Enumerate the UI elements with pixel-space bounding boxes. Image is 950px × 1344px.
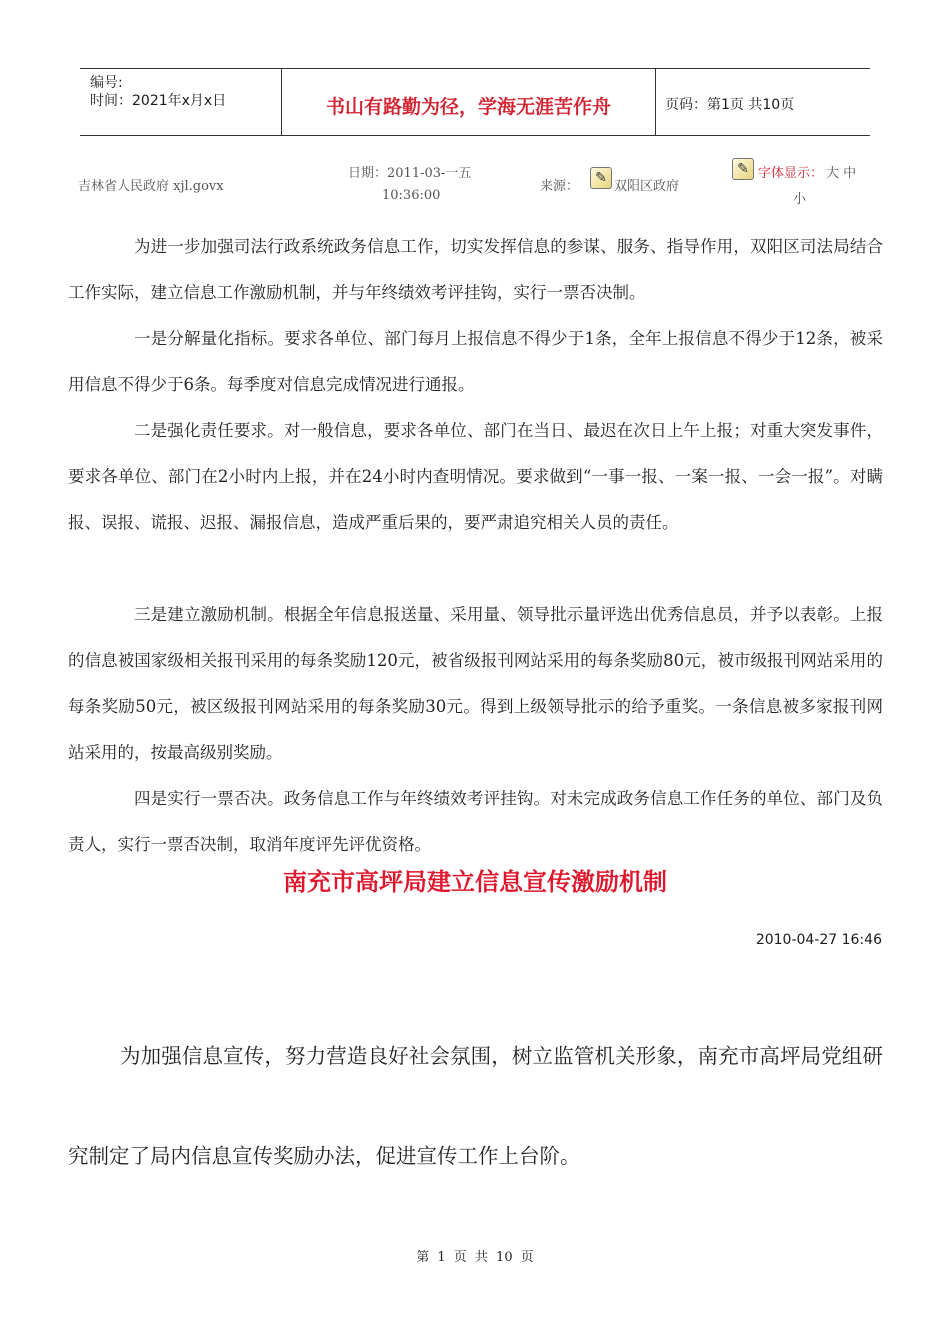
font-size-small-option[interactable]: 小 xyxy=(793,192,807,207)
header-number-label: 编号: xyxy=(90,75,123,91)
article-date: 2010-04-27 16:46 xyxy=(755,932,882,948)
article-paragraph: 四是实行一票否决。政务信息工作与年终绩效考评挂钩。对未完成政务信息工作任务的单位、部门及负责人，实行一票否决制，取消年度评先评优资格。 xyxy=(68,789,883,854)
header-time-label: 时间：2021年x月x日 xyxy=(90,93,227,109)
article-paragraph: 一是分解量化指标。要求各单位、部门每月上报信息不得少于1条，全年上报信息不得少于12条，被采用信息不得少于6条。每季度对信息完成情况进行通报。 xyxy=(68,329,883,394)
article-paragraph: 三是建立激励机制。根据全年信息报送量、采用量、领导批示量评选出优秀信息员，并予以表彰。上报的信息被国家级相关报刊采用的每条奖励120元，被省级报刊网站采用的每条奖励80元，被市级报刊网站采用的每条奖励50元，被区级报刊网站采用的每条奖励30元。得到上级领导批示的给予重奖。一条信息被多家报刊网站采用的，按最高级别奖励。 xyxy=(68,605,883,762)
header-page-info: 页码：第1页 共10页 xyxy=(665,97,795,113)
article-paragraph: 为进一步加强司法行政系统政务信息工作，切实发挥信息的参谋、服务、指导作用，双阳区司法局结合工作实际，建立信息工作激励机制，并与年终绩效考评挂钩，实行一票否决制。 xyxy=(68,237,883,302)
font-display-label: 字体显示： xyxy=(758,166,824,181)
article-paragraph: 二是强化责任要求。对一般信息，要求各单位、部门在当日、最迟在次日上午上报；对重大突发事件，要求各单位、部门在2小时内上报，并在24小时内查明情况。要求做到“一事一报、一案一报、一会一报”。对瞒报、误报、谎报、迟报、漏报信息，造成严重后果的，要严肃追究相关人员的责任。 xyxy=(68,421,883,532)
edit-icon: ✎ xyxy=(590,167,612,189)
header-bottom-rule xyxy=(80,135,870,136)
article-title: 南充市高坪局建立信息宣传激励机制 xyxy=(283,868,667,896)
publish-date: 日期：2011-03-一五 xyxy=(348,166,472,181)
origin-label: 来源： xyxy=(540,179,580,194)
publish-time: 10:36:00 xyxy=(382,188,441,203)
origin-name[interactable]: 双阳区政府 xyxy=(614,179,680,194)
source-site: 吉林省人民政府 xjl.govx xyxy=(78,179,224,194)
header-motto: 书山有路勤为径，学海无涯苦作舟 xyxy=(325,96,611,118)
edit-icon: ✎ xyxy=(732,158,754,180)
article-paragraph: 为加强信息宣传，努力营造良好社会氛围，树立监管机关形象，南充市高坪局党组研究制定了局内信息宣传奖励办法，促进宣传工作上台阶。 xyxy=(68,1044,883,1168)
header-top-rule xyxy=(80,68,870,69)
font-size-options[interactable]: 大 中 xyxy=(826,166,857,181)
page-footer: 第 1 页 共 10 页 xyxy=(416,1250,534,1265)
header-divider-right xyxy=(655,68,656,136)
